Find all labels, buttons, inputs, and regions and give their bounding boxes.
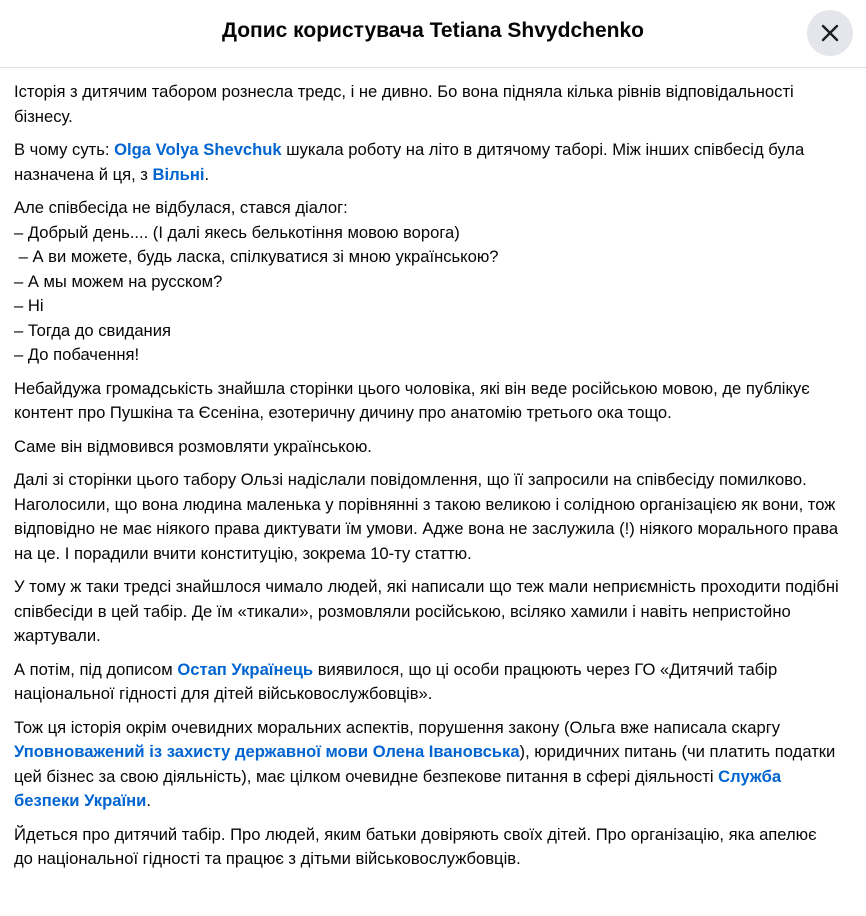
post-text: А потім, під дописом bbox=[14, 659, 178, 679]
post-text: шукала роботу на літо в дитячому таборі. Між інших співбесід була назначена й ця, з bbox=[14, 140, 809, 184]
post-text: Тож ця історія окрім очевидних моральних аспектів, порушення закону (Ольга вже написала скаргу bbox=[14, 717, 785, 737]
post-paragraph-1: Історія з дитячим табором рознесла тредс, і не дивно. Бо вона підняла кілька рівнів відповідальності бізнесу. bbox=[14, 82, 799, 126]
post-text: виявилося, що ці особи працюють через ГО «Дитячий табір національної гідності для дітей військовослужбовців». bbox=[14, 659, 782, 703]
scrollbar[interactable] bbox=[858, 68, 866, 916]
post-paragraph-7: У тому ж таки тредсі знайшлося чимало людей, які написали що теж мали неприємність проходити подібні співбесіди в цей табір. Де їм «тикали», розмовляли російською, всіляко хамили і навіть непристойно жартували. bbox=[14, 577, 844, 645]
post-body bbox=[14, 80, 844, 881]
post-paragraph-2 bbox=[14, 138, 840, 187]
mention-link-olga[interactable]: Olga Volya Shevchuk bbox=[114, 140, 282, 159]
post-paragraph-10: Йдеться про дитячий табір. Про людей, яким батьки довіряють своїх дітей. Про організацію, яка апелює до національної гідності та працює з дітьми військовослужбовців. bbox=[14, 824, 822, 868]
mention-link-vilni[interactable]: Вільні bbox=[152, 164, 205, 184]
post-paragraph-9 bbox=[14, 716, 840, 814]
post-paragraph-5: Саме він відмовився розмовляти українською. bbox=[14, 436, 372, 456]
post-text: . bbox=[204, 164, 210, 184]
post-paragraph-8 bbox=[14, 658, 840, 707]
close-button[interactable] bbox=[807, 10, 853, 56]
post-paragraph-4: Небайдужа громадськість знайшла сторінки цього чоловіка, які він веде російською мовою, де публікує контент про Пушкіна та Єсеніна, езотеричну дичину про анатомію третього ока тощо. bbox=[14, 378, 815, 422]
dialog-title: Допис користувача Tetiana Shvydchenko bbox=[222, 19, 644, 42]
mention-link-ombudsman[interactable]: Уповноважений із захисту державної мови Олена Івановська bbox=[14, 742, 520, 761]
dialog-header bbox=[0, 0, 866, 68]
close-icon bbox=[820, 23, 840, 43]
post-text: ), юридичних питань (чи платить податки цей бізнес за свою діяльність), має цілком очевидне безпекове питання в сфері діяльності bbox=[14, 742, 840, 786]
mention-link-ostap[interactable]: Остап Українець bbox=[177, 659, 314, 679]
post-text: В чому суть: bbox=[14, 140, 115, 159]
mention-link-sbu[interactable]: Служба безпеки України bbox=[14, 766, 786, 810]
post-paragraph-3: Але співбесіда не відбулася, стався діалог: – Добрый день.... (І далі якесь белькотіння мовою ворога) – А ви можете, будь ласка, спілкуватися зі мною українською? – А мы можем на русском? – Ні – Тогда до свидания – До побачення! bbox=[14, 198, 499, 364]
post-text: . bbox=[146, 791, 151, 810]
post-paragraph-6: Далі зі сторінки цього табору Ользі надіслали повідомлення, що її запросили на співбесіду помилково. Наголосили, що вона людина маленька у порівнянні з такою великою і солідною організацією як вони, тож відповідно не має ніякого права диктувати їм умови. Адже вона не заслужила (!) ніякого морального права на це. І порадили вчити конституцію, зокрема 10-ту статтю. bbox=[14, 470, 843, 563]
